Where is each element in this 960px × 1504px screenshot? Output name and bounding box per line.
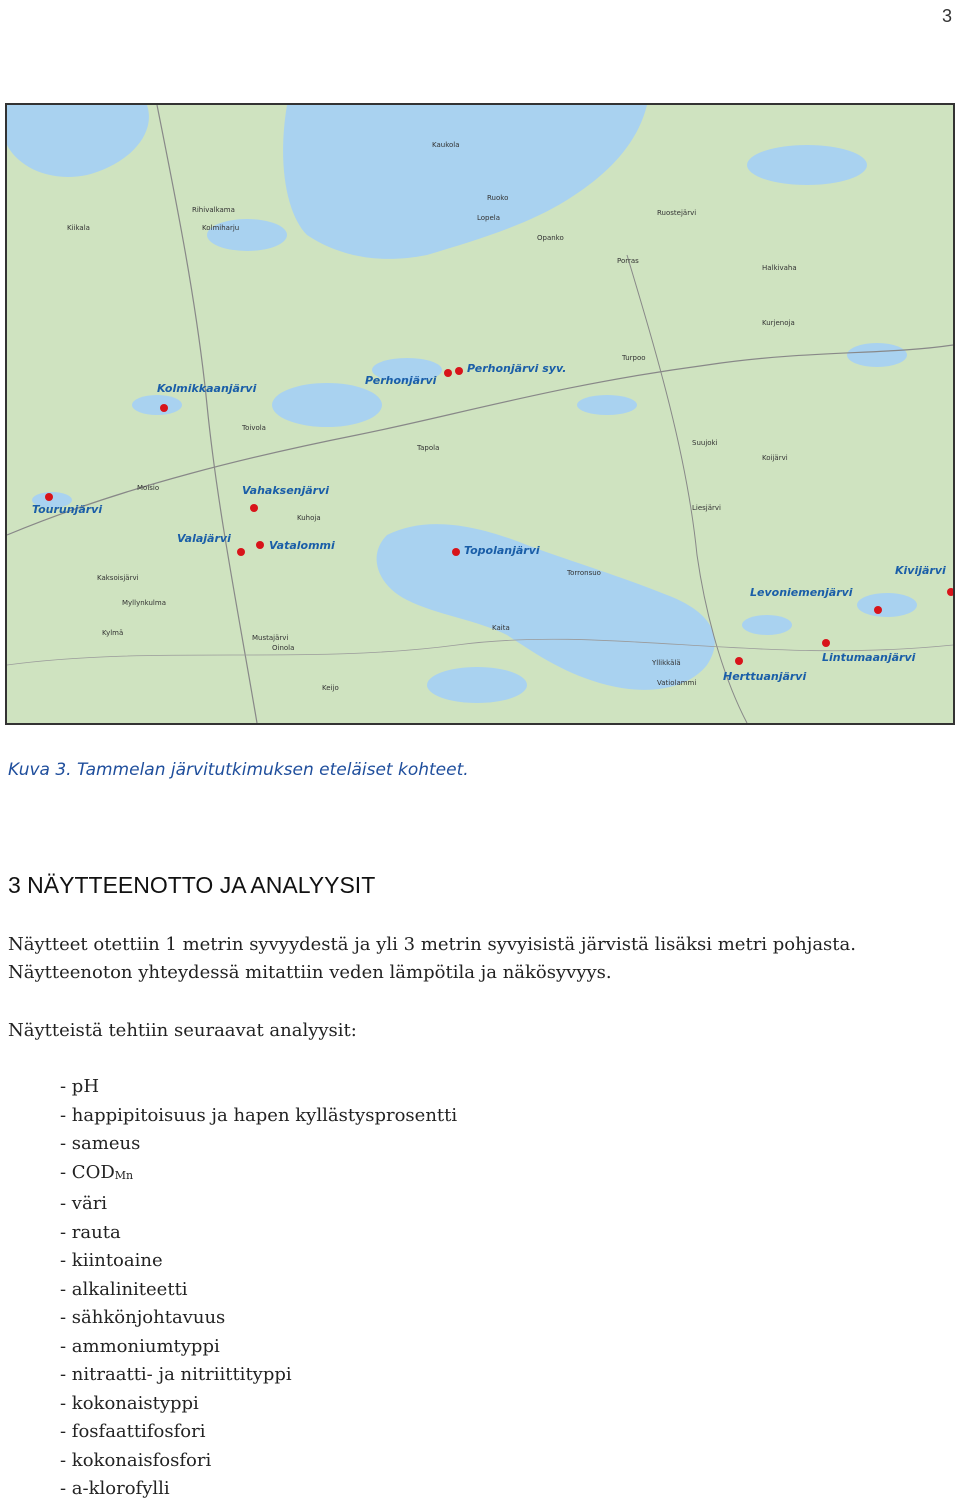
cod-text: - COD (60, 1161, 115, 1183)
figure-caption: Kuva 3. Tammelan järvitutkimuksen eteläiset kohteet. (8, 760, 469, 780)
site-marker (455, 367, 463, 375)
place-yllikkala: Yllikkälä (652, 659, 681, 667)
place-lopela: Lopela (477, 214, 501, 222)
list-item: - sameus (60, 1133, 141, 1154)
site-marker (256, 541, 264, 549)
site-label: Topolanjärvi (464, 544, 540, 557)
list-item: - väri (60, 1193, 108, 1214)
place-kaita: Kaita (492, 624, 510, 632)
place-turpoo: Turpoo (622, 354, 646, 362)
place-kaukola: Kaukola (432, 141, 460, 149)
place-porras: Porras (617, 257, 639, 265)
place-toivola: Toivola (242, 424, 266, 432)
site-marker (452, 548, 460, 556)
site-marker (874, 606, 882, 614)
site-label: Vahaksenjärvi (242, 484, 330, 497)
site-label: Vatalommi (269, 539, 335, 552)
site-marker (250, 504, 258, 512)
place-ruoko: Ruoko (487, 194, 509, 202)
list-item: - fosfaattifosfori (60, 1421, 206, 1442)
lake-map (5, 103, 955, 725)
place-kylma: Kylmä (102, 629, 124, 637)
page-number: 3 (941, 6, 952, 26)
cod-subscript: Mn (114, 1168, 134, 1182)
site-label: Kivijärvi (895, 564, 946, 577)
map-water-4 (132, 395, 182, 415)
site-marker (237, 548, 245, 556)
list-item: - nitraatti- ja nitriittityppi (60, 1364, 292, 1385)
place-suujoki: Suujoki (692, 439, 718, 447)
list-item: - kokonaistyppi (60, 1392, 199, 1414)
site-marker (735, 657, 743, 665)
site-label: Herttuanjärvi (723, 670, 807, 683)
place-rihivalkama: Rihivalkama (192, 206, 235, 214)
list-item: - ammoniumtyppi (60, 1335, 220, 1357)
place-keijo: Keijo (322, 684, 339, 692)
place-myllynkulma: Myllynkulma (122, 599, 166, 607)
list-item: - rauta (60, 1221, 121, 1243)
list-item: - alkaliniteetti (60, 1278, 188, 1300)
place-kuhoja: Kuhoja (297, 514, 321, 522)
place-kurjenoja: Kurjenoja (762, 319, 795, 327)
place-tapola: Tapola (417, 444, 440, 452)
list-item: - happipitoisuus ja hapen kyllästysprosentti (60, 1104, 458, 1126)
analysis-list (60, 1073, 457, 1504)
site-label: Kolmikkaanjärvi (157, 382, 257, 395)
map-svg (7, 105, 953, 723)
section-heading: 3 NÄYTTEENOTTO JA ANALYYSIT (8, 872, 376, 898)
site-label: Perhonjärvi syv. (467, 362, 567, 375)
map-water-2 (272, 383, 382, 427)
place-ruostejarvi: Ruostejärvi (657, 209, 697, 217)
map-water-11 (857, 593, 917, 617)
site-marker (160, 404, 168, 412)
site-marker (822, 639, 830, 647)
place-halkivaha: Halkivaha (762, 264, 797, 272)
analyses-intro: Näytteistä tehtiin seuraavat analyysit: (8, 1020, 357, 1041)
intro-line-2: Näytteenoton yhteydessä mitattiin veden lämpötila ja näkösyvyys. (8, 962, 612, 983)
list-item: - sähkönjohtavuus (60, 1307, 226, 1328)
place-opanko: Opanko (537, 234, 564, 242)
place-vatiolammi: Vatiolammi (657, 679, 697, 687)
intro-line-1: Näytteet otettiin 1 metrin syvyydestä ja yli 3 metrin syvyisistä järvistä lisäksi metri pohjasta. (8, 934, 856, 955)
site-label: Lintumaanjärvi (822, 651, 916, 664)
place-liesjarvi: Liesjärvi (692, 504, 721, 512)
list-item: - kiintoaine (60, 1250, 163, 1271)
site-marker (444, 369, 452, 377)
site-marker (45, 493, 53, 501)
list-item: - pH (60, 1076, 100, 1097)
list-item: - a-klorofylli (60, 1478, 170, 1499)
list-item-cod (60, 1159, 457, 1191)
map-water-6 (427, 667, 527, 703)
site-topolanjarvi (452, 544, 540, 557)
place-koijarvi: Koijärvi (762, 454, 788, 462)
place-kolmiharju: Kolmiharju (202, 224, 240, 232)
place-kiikala: Kiikala (67, 224, 90, 232)
intro-paragraph (8, 931, 953, 987)
map-water-8 (847, 343, 907, 367)
site-label: Levoniemenjärvi (750, 586, 853, 599)
site-label: Tourunjärvi (32, 503, 103, 516)
site-label: Valajärvi (177, 532, 231, 545)
place-moisio: Moisio (137, 484, 160, 492)
place-oinola: Oinola (272, 644, 295, 652)
map-water-10 (742, 615, 792, 635)
place-torronsuo: Torronsuo (567, 569, 601, 577)
map-water-7 (747, 145, 867, 185)
place-mustajarvi: Mustajärvi (252, 634, 289, 642)
map-water-9 (577, 395, 637, 415)
list-item: - kokonaisfosfori (60, 1449, 212, 1471)
site-label: Perhonjärvi (365, 374, 437, 387)
site-perhonjarvi-syv (455, 362, 566, 375)
place-kaksoisjarvi: Kaksoisjärvi (97, 574, 139, 582)
